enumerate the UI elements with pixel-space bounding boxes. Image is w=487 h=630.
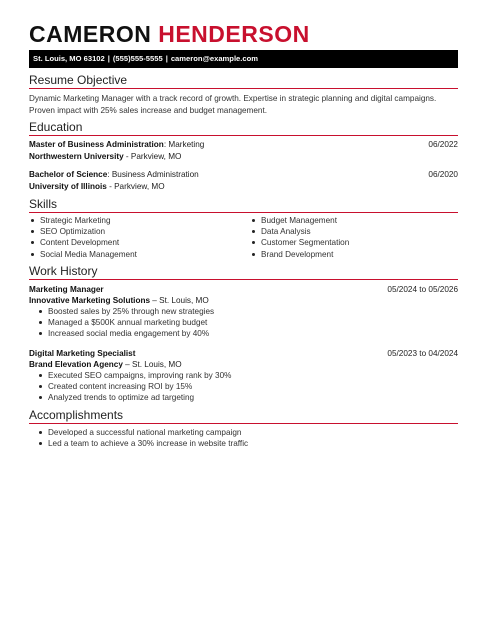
- first-name: CAMERON: [29, 21, 152, 47]
- accomplishment-item: Led a team to achieve a 30% increase in website traffic: [37, 438, 248, 449]
- objective-heading: Resume Objective: [29, 73, 458, 89]
- accomplishments-heading: Accomplishments: [29, 408, 458, 424]
- contact-separator: |: [165, 54, 168, 63]
- degree-name: Bachelor of Science: [29, 170, 108, 179]
- job-title: Marketing Manager: [29, 285, 104, 294]
- company-name: Brand Elevation Agency: [29, 360, 123, 369]
- skill-item: SEO Optimization: [29, 226, 137, 237]
- contact-bar: [29, 50, 458, 68]
- job-bullet: Executed SEO campaigns, improving rank by 30%: [37, 370, 231, 381]
- school-location: - Parkview, MO: [123, 152, 182, 161]
- job-bullet: Increased social media engagement by 40%: [37, 328, 214, 339]
- job-bullets: [37, 370, 231, 404]
- skill-item: Strategic Marketing: [29, 215, 137, 226]
- contact-email: cameron@example.com: [170, 54, 259, 63]
- skill-item: Budget Management: [250, 215, 349, 226]
- education-date: 06/2020: [428, 170, 458, 179]
- skills-list-right: [250, 215, 349, 260]
- job-bullets: [37, 306, 214, 340]
- skill-item: Content Development: [29, 237, 137, 248]
- company-location: – St. Louis, MO: [150, 296, 209, 305]
- job-bullet: Created content increasing ROI by 15%: [37, 381, 231, 392]
- degree-name: Master of Business Administration: [29, 140, 164, 149]
- school-name: Northwestern University: [29, 152, 124, 161]
- job-bullet: Boosted sales by 25% through new strategies: [37, 306, 214, 317]
- degree-field: : Business Administration: [107, 170, 199, 179]
- school-name: University of Illinois: [29, 182, 107, 191]
- education-entry-school: [29, 151, 458, 162]
- work-history-heading: Work History: [29, 264, 458, 280]
- company-name: Innovative Marketing Solutions: [29, 296, 151, 305]
- company-location: – St. Louis, MO: [122, 360, 182, 369]
- job-company-row: [29, 359, 458, 370]
- accomplishment-item: Developed a successful national marketing campaign: [37, 427, 248, 438]
- job-title-row: [29, 284, 458, 295]
- objective-text: Dynamic Marketing Manager with a track record of growth. Expertise in strategic planning and digital campaigns. Proven impact with 25% sales increase and budget management.: [29, 94, 437, 115]
- job-dates: 05/2024 to 05/2026: [387, 285, 458, 294]
- school-location: - Parkview, MO: [106, 182, 165, 191]
- skill-item: Social Media Management: [29, 249, 137, 260]
- job-dates: 05/2023 to 04/2024: [387, 349, 458, 358]
- accomplishments-list: [37, 427, 248, 449]
- education-entry-degree: [29, 169, 458, 180]
- last-name: HENDERSON: [158, 21, 310, 47]
- skill-item: Data Analysis: [250, 226, 349, 237]
- degree-field: : Marketing: [163, 140, 205, 149]
- contact-location: St. Louis, MO 63102: [33, 54, 105, 63]
- job-company-row: [29, 295, 458, 306]
- contact-separator: |: [107, 54, 110, 63]
- skill-item: Customer Segmentation: [250, 237, 349, 248]
- job-title-row: [29, 348, 458, 359]
- job-bullet: Analyzed trends to optimize ad targeting: [37, 392, 231, 403]
- education-entry-degree: [29, 139, 458, 150]
- job-bullet: Managed a $500K annual marketing budget: [37, 317, 214, 328]
- contact-phone: (555)555-5555: [112, 54, 163, 63]
- education-heading: Education: [29, 120, 458, 136]
- skill-item: Brand Development: [250, 249, 349, 260]
- job-title: Digital Marketing Specialist: [29, 349, 136, 358]
- skills-list-left: [29, 215, 137, 260]
- education-date: 06/2022: [428, 140, 458, 149]
- skills-heading: Skills: [29, 197, 458, 213]
- education-entry-school: [29, 181, 458, 192]
- candidate-name: [29, 20, 310, 48]
